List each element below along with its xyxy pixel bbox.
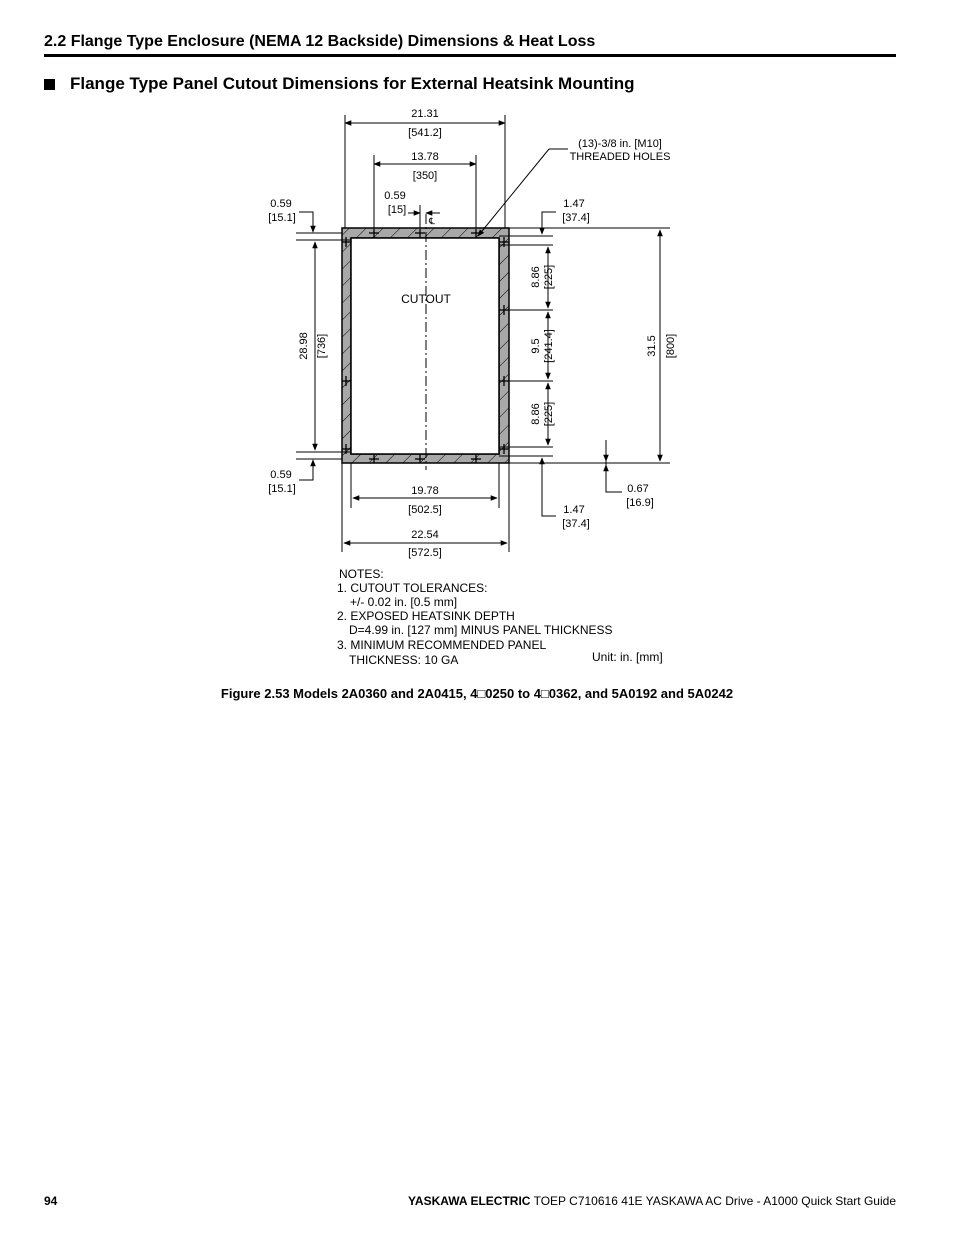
- notes-block: [337, 567, 663, 667]
- page-number: 94: [44, 1194, 58, 1208]
- dim-left-top-in: 0.59: [270, 198, 292, 210]
- dim-right-top-mm: [37.4]: [562, 212, 590, 224]
- notes-line: +/- 0.02 in. [0.5 mm]: [350, 595, 458, 609]
- section-header: 2.2 Flange Type Enclosure (NEMA 12 Backside) Dimensions & Heat Loss: [44, 33, 596, 50]
- notes-line: 1. CUTOUT TOLERANCES:: [337, 581, 488, 595]
- dim-top-span-mm: [350]: [412, 170, 438, 182]
- dim-left-top-mm: [15.1]: [268, 212, 296, 224]
- dim-right-bottom-mm: [37.4]: [562, 518, 590, 530]
- dim-right-overall-mm: [800]: [665, 333, 677, 359]
- threaded-holes-line1: (13)-3/8 in. [M10]: [578, 138, 662, 150]
- dim-left-height-in: 28.98: [298, 332, 310, 360]
- dim-bottom-outer-mm: [572.5]: [408, 547, 442, 559]
- notes-line: NOTES:: [339, 567, 384, 581]
- notes-line: 2. EXPOSED HEATSINK DEPTH: [337, 609, 515, 623]
- sub-heading-text: Flange Type Panel Cutout Dimensions for External Heatsink Mounting: [70, 74, 635, 93]
- dim-bottom-outer-in: 22.54: [411, 529, 439, 541]
- notes-line: THICKNESS: 10 GA: [349, 653, 459, 667]
- dim-spacing-lower-mm: [225]: [543, 401, 555, 427]
- dim-top-overall-mm: [541.2]: [408, 127, 442, 139]
- threaded-holes-line2: THREADED HOLES: [569, 151, 671, 163]
- dim-top-span-in: 13.78: [411, 151, 439, 163]
- dim-left-bottom-in: 0.59: [270, 469, 292, 481]
- footer-text: [408, 1194, 896, 1208]
- dim-bottom-right-mm: [16.9]: [626, 497, 654, 509]
- dim-bottom-right-in: 0.67: [627, 483, 649, 495]
- center-line-symbol: ℄: [429, 216, 435, 226]
- dim-right-overall-in: 31.5: [646, 335, 658, 357]
- figure-caption: Figure 2.53 Models 2A0360 and 2A0415, 4□0250 to 4□0362, and 5A0192 and 5A0242: [220, 686, 734, 701]
- dim-spacing-upper-mm: [225]: [543, 264, 555, 290]
- footer-doc: TOEP C710616 41E YASKAWA AC Drive - A1000 Quick Start Guide: [530, 1194, 896, 1208]
- dim-spacing-middle-in: 9.5: [530, 338, 542, 354]
- dim-right-bottom-in: 1.47: [563, 504, 585, 516]
- dim-spacing-lower-in: 8.86: [530, 403, 542, 425]
- dim-left-bottom-mm: [15.1]: [268, 483, 296, 495]
- dim-bottom-inner-mm: [502.5]: [408, 504, 442, 516]
- cutout-opening: [351, 238, 499, 454]
- dim-top-overall-in: 21.31: [411, 108, 439, 120]
- unit-label: Unit: in. [mm]: [592, 650, 663, 664]
- footer-brand: YASKAWA ELECTRIC: [408, 1194, 531, 1208]
- notes-line: 3. MINIMUM RECOMMENDED PANEL: [337, 638, 547, 652]
- dim-left-height-mm: [736]: [316, 333, 328, 359]
- dim-spacing-upper-in: 8.86: [530, 266, 542, 288]
- cutout-label: CUTOUT: [401, 292, 451, 306]
- notes-line: D=4.99 in. [127 mm] MINUS PANEL THICKNESS: [349, 623, 613, 637]
- dim-top-offset-mm: [15]: [387, 204, 407, 216]
- dim-right-top-in: 1.47: [563, 198, 585, 210]
- dim-spacing-middle-mm: [241.4]: [543, 329, 555, 363]
- dim-top-offset-in: 0.59: [384, 190, 406, 202]
- dim-bottom-inner-in: 19.78: [411, 485, 439, 497]
